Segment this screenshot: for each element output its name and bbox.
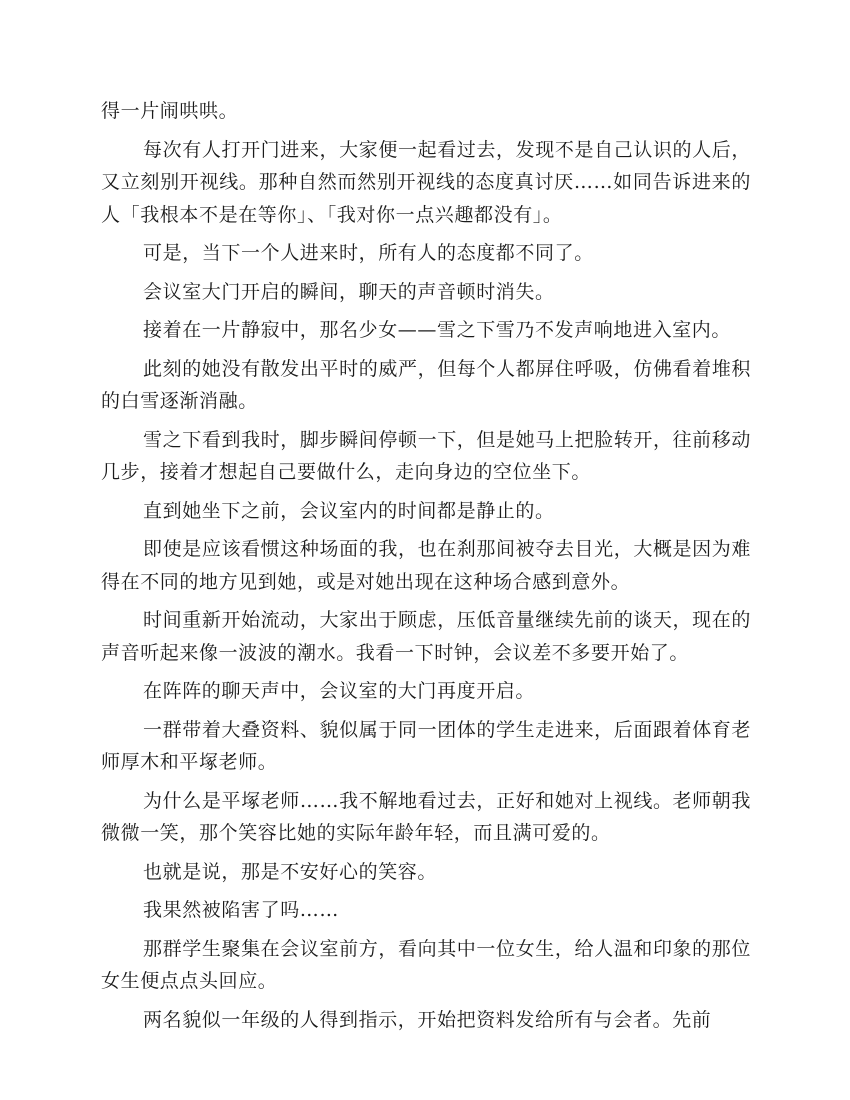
paragraph: 那群学生聚集在会议室前方，看向其中一位女生，给人温和印象的那位女生便点点头回应。 bbox=[101, 937, 751, 992]
paragraph: 会议室大门开启的瞬间，聊天的声音顿时消失。 bbox=[143, 280, 555, 303]
paragraph: 也就是说，那是不安好心的笑容。 bbox=[143, 860, 438, 883]
paragraph: 直到她坐下之前，会议室内的时间都是静止的。 bbox=[143, 499, 555, 522]
paragraph: 一群带着大叠资料、貌似属于同一团体的学生走进来，后面跟着体育老师厚木和平塚老师。 bbox=[101, 718, 751, 773]
body-text bbox=[101, 95, 751, 1042]
paragraph: 接着在一片静寂中，那名少女——雪之下雪乃不发声响地进入室内。 bbox=[143, 319, 732, 341]
paragraph: 此刻的她没有散发出平时的威严，但每个人都屏住呼吸，仿佛看着堆积的白雪逐渐消融。 bbox=[101, 357, 751, 412]
paragraph: 在阵阵的聊天声中，会议室的大门再度开启。 bbox=[143, 680, 536, 702]
paragraph: 得一片闹哄哄。 bbox=[101, 100, 239, 122]
paragraph: 雪之下看到我时，脚步瞬间停顿一下，但是她马上把脸转开，往前移动几步，接着才想起自己要做什么，走向身边的空位坐下。 bbox=[101, 428, 751, 483]
paragraph: 时间重新开始流动，大家出于顾虑，压低音量继续先前的谈天，现在的声音听起来像一波波的潮水。我看一下时钟，会议差不多要开始了。 bbox=[101, 609, 751, 664]
paragraph: 我果然被陷害了吗…… bbox=[143, 899, 340, 921]
paragraph: 可是，当下一个人进来时，所有人的态度都不同了。 bbox=[143, 242, 594, 264]
paragraph: 每次有人打开门进来，大家便一起看过去，发现不是自己认识的人后，又立刻别开视线。那种自然而然别开视线的态度真讨厌……如同告诉进来的人「我根本不是在等你」、「我对你一点兴趣都没有」。 bbox=[101, 138, 751, 226]
paragraph: 两名貌似一年级的人得到指示，开始把资料发给所有与会者。先前 bbox=[143, 1008, 712, 1031]
paragraph: 为什么是平塚老师……我不解地看过去，正好和她对上视线。老师朝我微微一笑，那个笑容比她的实际年龄年轻，而且满可爱的。 bbox=[101, 789, 751, 844]
paragraph: 即使是应该看惯这种场面的我，也在刹那间被夺去目光，大概是因为难得在不同的地方见到她，或是对她出现在这种场合感到意外。 bbox=[101, 538, 751, 593]
